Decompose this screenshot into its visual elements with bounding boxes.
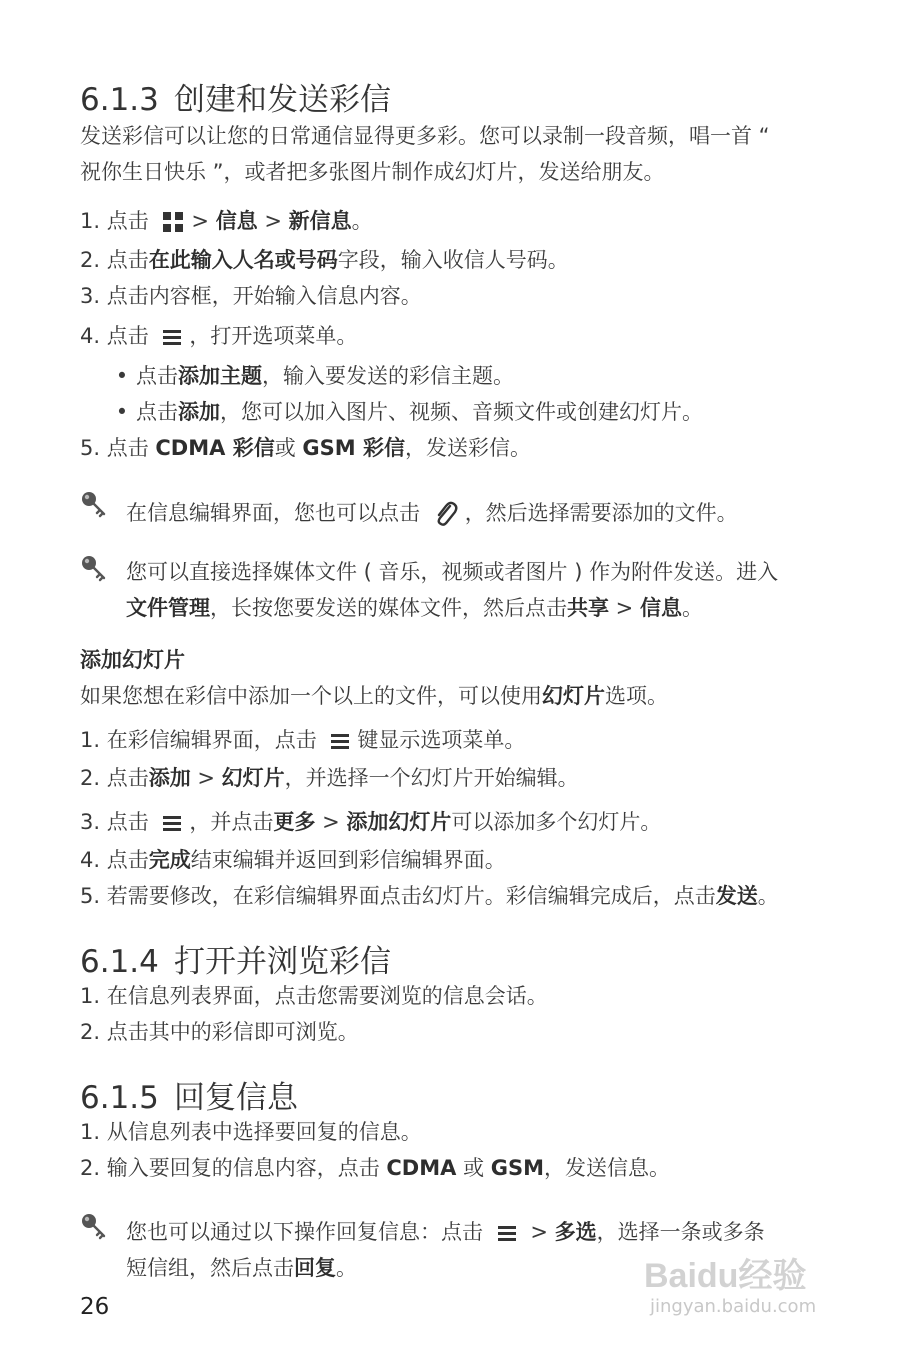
tip-media-line-2: 文件管理，长按您要发送的媒体文件，然后点击共享 > 信息。 [126, 596, 703, 620]
intro-line-1: 发送彩信可以让您的日常通信显得更多彩。您可以录制一段音频，唱一首 “ [80, 124, 770, 148]
tip-icon [80, 490, 110, 520]
watermark-url: jingyan.baidu.com [650, 1296, 817, 1317]
open-step-1: 1. 在信息列表界面，点击您需要浏览的信息会话。 [80, 984, 548, 1008]
bullet-add-subject: • 点击添加主题，输入要发送的彩信主题。 [115, 364, 514, 388]
menu-icon [161, 329, 183, 345]
section-number: 6.1.4 [80, 944, 159, 980]
step-1: 1. 点击 > 信息 > 新信息。 [80, 209, 373, 233]
subheading-add-slides: 添加幻灯片 [80, 648, 185, 672]
menu-icon [496, 1225, 518, 1241]
section-title: 创建和发送彩信 [174, 82, 391, 118]
section-heading-6-1-5 [80, 1072, 298, 1117]
tip-attach: 在信息编辑界面，您也可以点击 ，然后选择需要添加的文件。 [126, 500, 738, 528]
section-heading-6-1-3 [80, 74, 391, 119]
tip-reply-line-1: 您也可以通过以下操作回复信息：点击 > 多选，选择一条或多条 [126, 1220, 765, 1244]
step-5: 5. 点击 CDMA 彩信或 GSM 彩信，发送彩信。 [80, 436, 531, 460]
section-heading-6-1-4 [80, 936, 391, 981]
open-step-2: 2. 点击其中的彩信即可浏览。 [80, 1020, 359, 1044]
tip-media-line-1: 您可以直接选择媒体文件 ( 音乐，视频或者图片 ) 作为附件发送。进入 [126, 560, 779, 584]
tip-icon [80, 554, 110, 584]
slides-step-5: 5. 若需要修改，在彩信编辑界面点击幻灯片。彩信编辑完成后，点击发送。 [80, 884, 779, 908]
menu-icon [329, 733, 351, 749]
section-number: 6.1.3 [80, 82, 159, 118]
section-title: 回复信息 [174, 1080, 298, 1116]
reply-step-2: 2. 输入要回复的信息内容，点击 CDMA 或 GSM，发送信息。 [80, 1156, 671, 1180]
tip-reply-line-2: 短信组，然后点击回复。 [126, 1256, 357, 1280]
page-number: 26 [80, 1294, 110, 1320]
bullet-add-attachment: • 点击添加，您可以加入图片、视频、音频文件或创建幻灯片。 [115, 400, 703, 424]
intro-line-2: 祝你生日快乐 ”，或者把多张图片制作成幻灯片，发送给朋友。 [80, 160, 665, 184]
step-3: 3. 点击内容框，开始输入信息内容。 [80, 284, 422, 308]
slides-step-3: 3. 点击 ，并点击更多 > 添加幻灯片可以添加多个幻灯片。 [80, 810, 662, 834]
slides-step-2: 2. 点击添加 > 幻灯片，并选择一个幻灯片开始编辑。 [80, 766, 579, 790]
apps-grid-icon [161, 210, 185, 234]
menu-icon [161, 815, 183, 831]
step-2: 2. 点击在此输入人名或号码字段，输入收信人号码。 [80, 248, 569, 272]
watermark-brand: Baidu经验 [644, 1257, 807, 1295]
reply-step-1: 1. 从信息列表中选择要回复的信息。 [80, 1120, 422, 1144]
section-title: 打开并浏览彩信 [174, 944, 391, 980]
slides-step-1: 1. 在彩信编辑界面，点击 键显示选项菜单。 [80, 728, 526, 752]
slides-intro: 如果您想在彩信中添加一个以上的文件，可以使用幻灯片选项。 [80, 684, 668, 708]
section-number: 6.1.5 [80, 1080, 159, 1116]
slides-step-4: 4. 点击完成结束编辑并返回到彩信编辑界面。 [80, 848, 506, 872]
paperclip-icon [433, 500, 459, 528]
tip-icon [80, 1212, 110, 1242]
step-4: 4. 点击 ，打开选项菜单。 [80, 324, 358, 348]
